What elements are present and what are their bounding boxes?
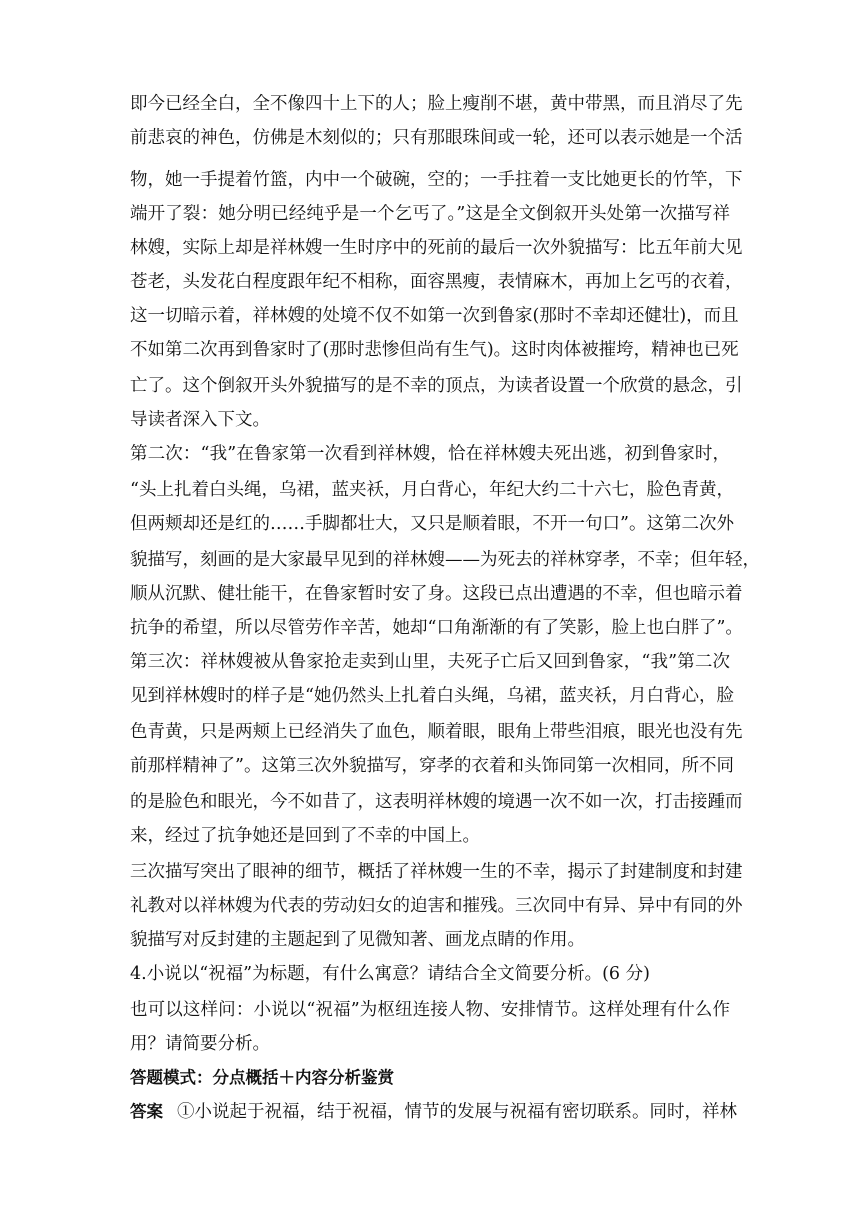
text-line: 三次描写突出了眼神的细节，概括了祥林嫂一生的不幸，揭示了封建制度和封建 xyxy=(130,862,743,882)
text-line: 这一切暗示着，祥林嫂的处境不仅不如第一次到鲁家(那时不幸却还健壮)，而且 xyxy=(130,306,739,326)
text-line: 导读者深入下文。 xyxy=(130,410,270,430)
text-line: 用？请简要分析。 xyxy=(130,1034,270,1054)
answer-line xyxy=(130,1095,737,1129)
text-line: 顺从沉默、健壮能干，在鲁家暂时安了身。这段已点出遭遇的不幸，但也暗示着 xyxy=(130,584,743,604)
text-line: 苍老，头发花白程度跟年纪不相称，面容黑瘦，表情麻木，再加上乞丐的衣着， xyxy=(130,272,743,292)
text-line: 来，经过了抗争她还是回到了不幸的中国上。 xyxy=(130,826,480,846)
answer-label: 答案 xyxy=(130,1102,163,1121)
text-line: 不如第二次再到鲁家时了(那时悲惨但尚有生气)。这时肉体被摧垮，精神也已死 xyxy=(130,340,739,360)
text-line: 第三次：祥林嫂被从鲁家抢走卖到山里，夫死子亡后又回到鲁家，“我”第二次 xyxy=(130,652,730,672)
text-line: 也可以这样问：小说以“祝福”为枢纽连接人物、安排情节。这样处理有什么作 xyxy=(130,1000,730,1020)
text-line: 貌描写对反封建的主题起到了见微知著、画龙点睛的作用。 xyxy=(130,930,585,950)
text-line: 第二次：“我”在鲁家第一次看到祥林嫂，恰在祥林嫂夫死出逃，初到鲁家时， xyxy=(130,444,730,464)
text-line: 貌描写，刻画的是大家最早见到的祥林嫂——为死去的祥林穿孝，不幸；但年轻， xyxy=(130,550,760,570)
answer-mode-heading: 答题模式：分点概括＋内容分析鉴赏 xyxy=(130,1068,394,1087)
text-line: 前那样精神了”。这第三次外貌描写，穿孝的衣着和头饰同第一次相同，所不同 xyxy=(130,756,734,776)
answer-text: ①小说起于祝福，结于祝福，情节的发展与祝福有密切联系。同时，祥林 xyxy=(177,1102,737,1122)
text-line: 色青黄，只是两颊上已经消失了血色，顺着眼，眼角上带些泪痕，眼光也没有先 xyxy=(130,722,743,742)
text-line: 物，她一手提着竹篮，内中一个破碗，空的；一手拄着一支比她更长的竹竿，下 xyxy=(130,170,743,190)
text-line: 亡了。这个倒叙开头外貌描写的是不幸的顶点，为读者设置一个欣赏的悬念，引 xyxy=(130,376,743,396)
question-line: 4.小说以“祝福”为标题，有什么寓意？请结合全文简要分析。(6 分) xyxy=(130,964,650,984)
text-line: 礼教对以祥林嫂为代表的劳动妇女的迫害和摧残。三次同中有异、异中有同的外 xyxy=(130,896,743,916)
text-line: “头上扎着白头绳，乌裙，蓝夹袄，月白背心，年纪大约二十六七，脸色青黄， xyxy=(130,480,734,500)
text-line: 但两颊却还是红的……手脚都壮大，又只是顺着眼，不开一句口”。这第二次外 xyxy=(130,514,734,534)
text-line: 前悲哀的神色，仿佛是木刻似的；只有那眼珠间或一轮，还可以表示她是一个活 xyxy=(130,128,743,148)
text-line: 端开了裂：她分明已经纯乎是一个乞丐了。”这是全文倒叙开头处第一次描写祥 xyxy=(130,204,730,224)
text-line: 的是脸色和眼光，今不如昔了，这表明祥林嫂的境遇一次不如一次，打击接踵而 xyxy=(130,792,743,812)
text-line: 见到祥林嫂时的样子是“她仍然头上扎着白头绳，乌裙，蓝夹袄，月白背心，脸 xyxy=(130,686,734,706)
text-line: 抗争的希望，所以尽管劳作辛苦，她却“口角渐渐的有了笑影，脸上也白胖了”。 xyxy=(130,618,743,638)
text-line: 即今已经全白，全不像四十上下的人；脸上瘦削不堪，黄中带黑，而且消尽了先 xyxy=(130,94,743,114)
text-line: 林嫂，实际上却是祥林嫂一生时序中的死前的最后一次外貌描写：比五年前大见 xyxy=(130,238,743,258)
